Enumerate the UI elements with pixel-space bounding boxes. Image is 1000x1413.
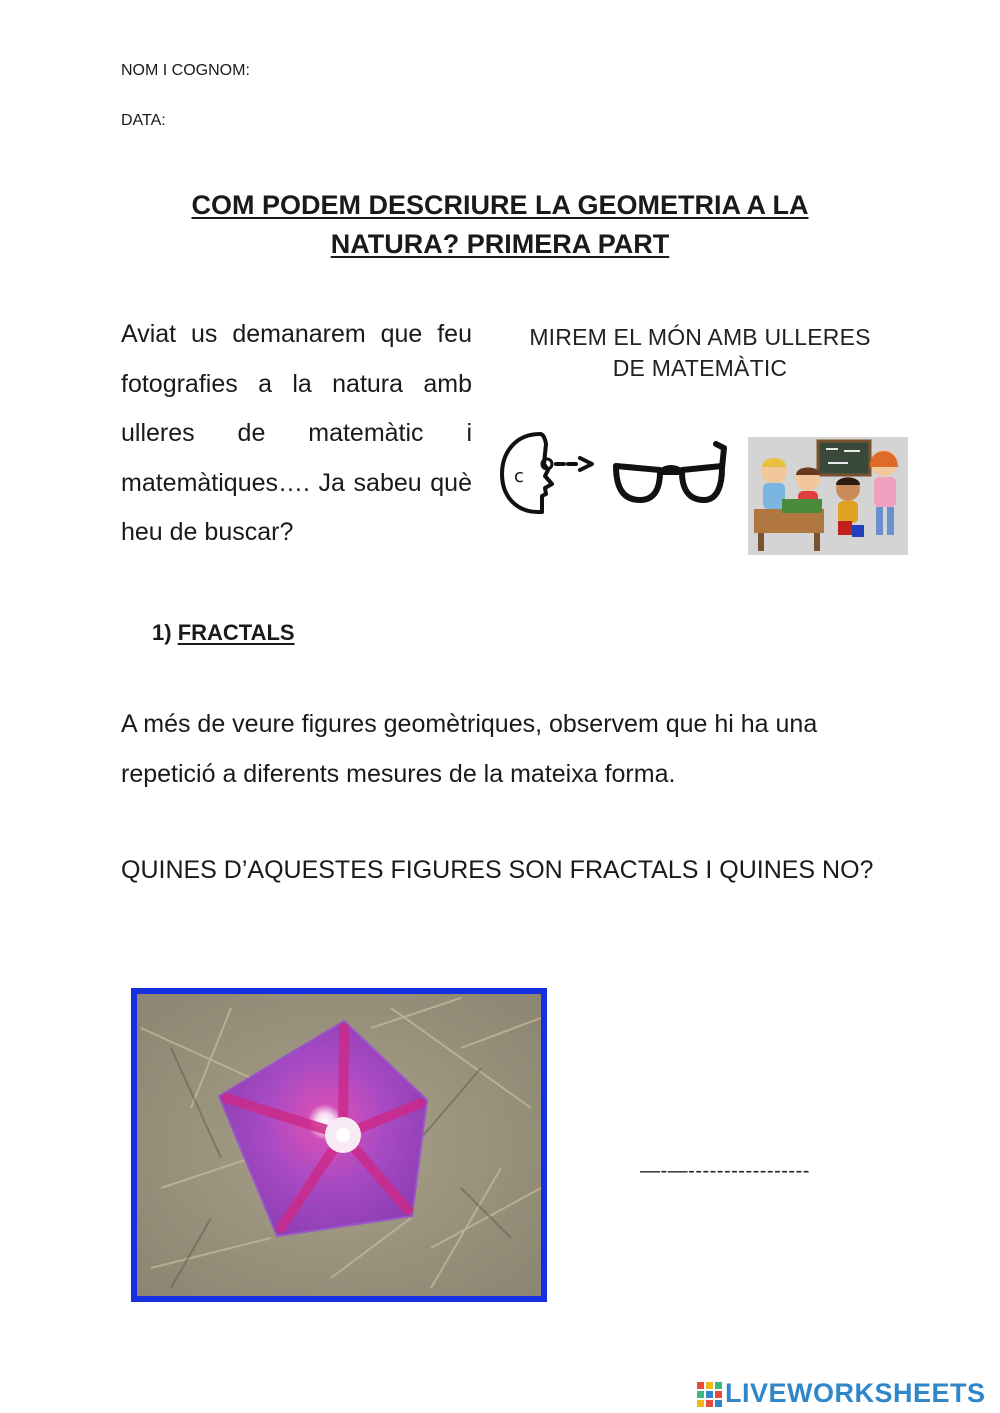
section-number: 1) [152, 620, 172, 645]
illustration-heading [500, 322, 900, 384]
intro-paragraph: Aviat us demanarem que feu fotografies a la natura amb ulleres de matemàtic i matemàtiques…. Ja sabeu què heu de buscar? [121, 320, 472, 546]
liveworksheets-logo-icon [697, 1382, 723, 1408]
illustration-heading-line-2: DE MATEMÀTIC [612, 355, 788, 381]
svg-text:c: c [514, 466, 524, 487]
page-title [120, 186, 880, 264]
answer-line[interactable]: —-—----------------- [640, 1160, 810, 1182]
fractal-description: A més de veure figures geomètriques, observem que hi ha una repetició a diferents mesures de la mateixa forma. [121, 710, 818, 788]
name-label: NOM I COGNOM: [121, 62, 250, 79]
title-line-1: COM PODEM DESCRIURE LA GEOMETRIA A LA [191, 190, 809, 220]
glasses-icon [612, 440, 730, 508]
brand-wordmark: LIVEWORKSHEETS [725, 1378, 986, 1408]
title-line-2: NATURA? PRIMERA PART [330, 229, 670, 259]
flower-photo [131, 988, 547, 1302]
date-label: DATA: [121, 112, 166, 129]
section-heading [152, 620, 295, 646]
face-looking-icon [498, 430, 598, 516]
illustration-heading-line-1: MIREM EL MÓN AMB ULLERES [529, 324, 871, 350]
section-title: FRACTALS [177, 620, 295, 645]
kids-classroom-image [748, 437, 908, 555]
question-text: QUINES D’AQUESTES FIGURES SON FRACTALS I QUINES NO? [121, 856, 874, 884]
